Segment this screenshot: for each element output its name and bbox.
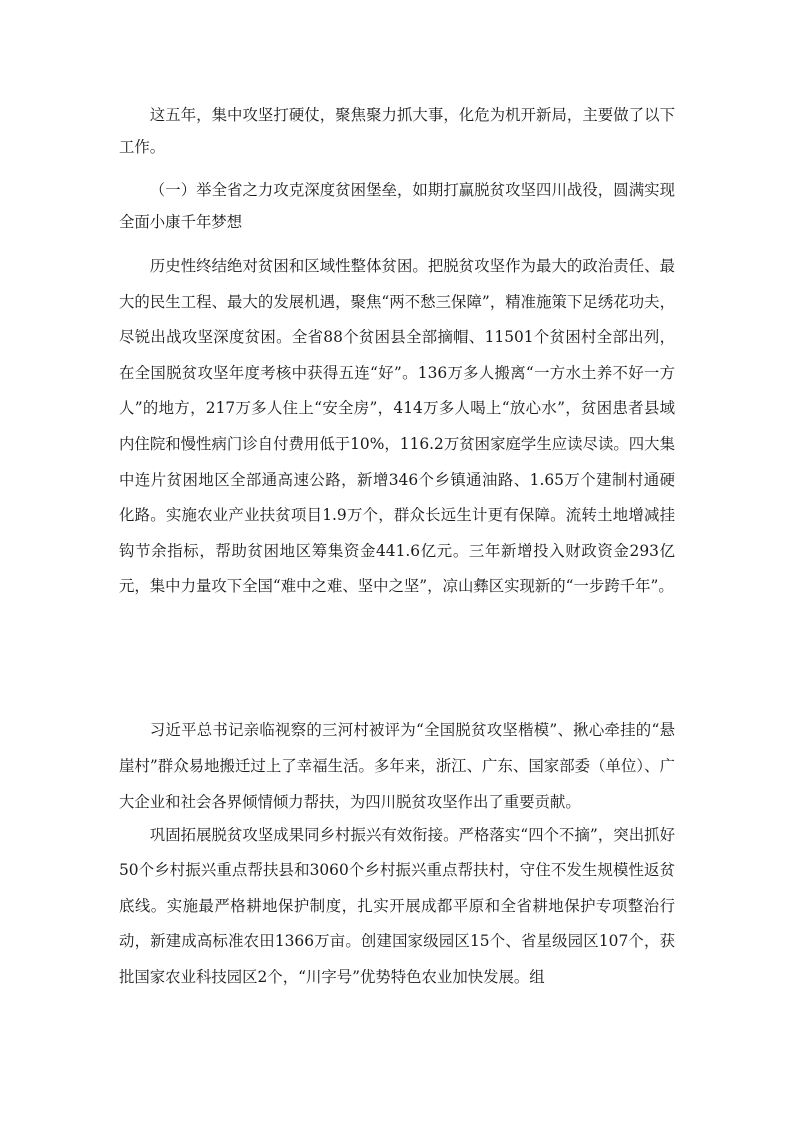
paragraph-sanhe-village: 习近平总书记亲临视察的三河村被评为“全国脱贫攻坚楷模”、揪心牵挂的“悬崖村”群众易地搬迁过上了幸福生活。多年来，浙江、广东、国家部委（单位）、广大企业和社会各界倾情倾力帮扶，为四川脱贫攻坚作出了重要贡献。: [119, 721, 675, 811]
paragraph-rural-revitalization: 巩固拓展脱贫攻坚成果同乡村振兴有效衔接。严格落实“四个不摘”，突出抓好50个乡村振兴重点帮扶县和3060个乡村振兴重点帮扶村，守住不发生规模性返贫底线。实施最严格耕地保护制度，扎实开展成都平原和全省耕地保护专项整治行动，新建成高标准农田1366万亩。创建国家级园区15个、省星级园区107个，获批国家农业科技园区2个，“川字号”优势特色农业加快发展。组: [119, 826, 675, 986]
section-heading: （一）举全省之力攻克深度贫困堡垒，如期打赢脱贫攻坚四川战役，圆满实现全面小康千年梦想: [119, 181, 675, 231]
paragraph-intro: 这五年，集中攻坚打硬仗，聚焦聚力抓大事，化危为机开新局，主要做了以下工作。: [119, 106, 675, 156]
paragraph-poverty-eradication: 历史性终结绝对贫困和区域性整体贫困。把脱贫攻坚作为最大的政治责任、最大的民生工程、最大的发展机遇，聚焦“两不愁三保障”，精准施策下足绣花功夫，尽锐出战攻坚深度贫困。全省88个贫困县全部摘帽、11501个贫困村全部出列，在全国脱贫攻坚年度考核中获得五连“好”。136万多人搬离“一方水土养不好一方人”的地方，217万多人住上“安全房”，414万多人喝上“放心水”，贫困患者县域内住院和慢性病门诊自付费用低于10%，116.2万贫困家庭学生应读尽读。四大集中连片贫困地区全部通高速公路，新增346个乡镇通油路、1.65万个建制村通硬化路。实施农业产业扶贫项目1.9万个，群众长远生计更有保障。流转土地增减挂钩节余指标，帮助贫困地区筹集资金441.6亿元。三年新增投入财政资金293亿元，集中力量攻下全国“难中之难、坚中之坚”，凉山彝区实现新的“一步跨千年”。: [119, 257, 675, 596]
